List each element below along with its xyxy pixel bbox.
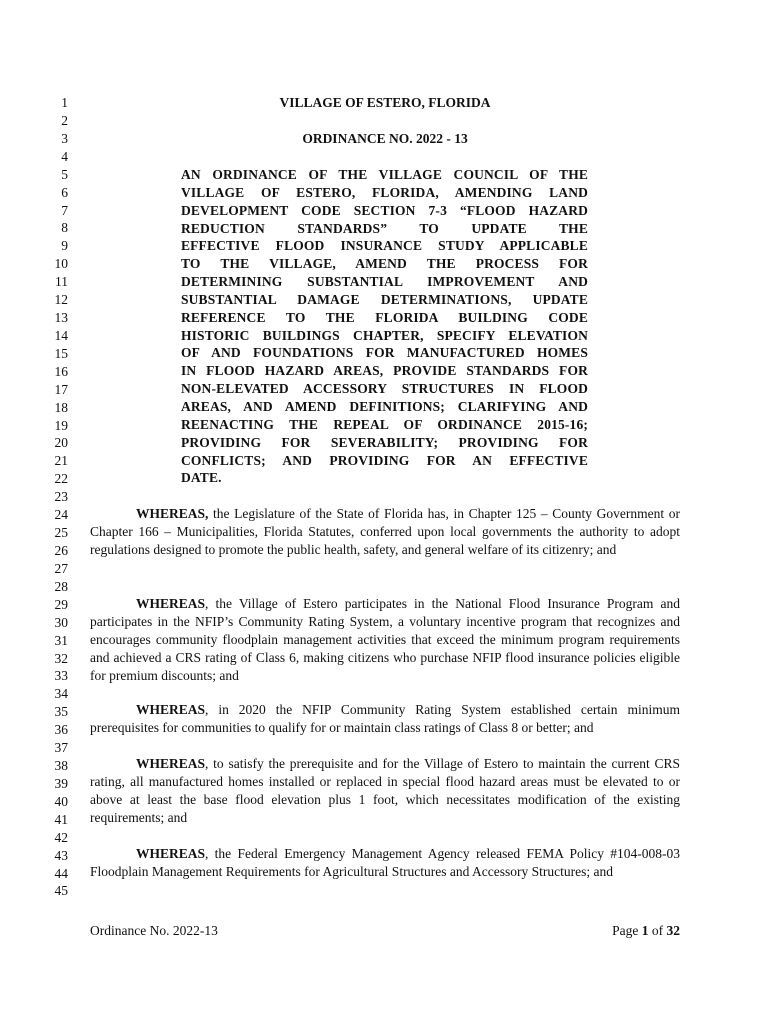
page-of: of [648, 923, 667, 938]
line-number: 17 [54, 381, 68, 397]
line-number: 2 [61, 112, 68, 128]
line-number: 36 [54, 722, 68, 738]
page-prefix: Page [612, 923, 642, 938]
line-number: 28 [54, 578, 68, 594]
line-number: 20 [54, 435, 68, 451]
line-number: 43 [54, 847, 68, 863]
caption-line: AREAS, AND AMEND DEFINITIONS; CLARIFYING AND [181, 398, 588, 414]
whereas-paragraph-1 [90, 505, 680, 559]
caption-line: DETERMINING SUBSTANTIAL IMPROVEMENT AND [181, 274, 588, 290]
line-number: 22 [54, 471, 68, 487]
ordinance-number: ORDINANCE NO. 2022 - 13 [302, 131, 468, 146]
whereas-lead: WHEREAS, [136, 506, 209, 521]
ordinance-caption [181, 166, 588, 487]
caption-line: VILLAGE OF ESTERO, FLORIDA, AMENDING LAND [181, 184, 588, 200]
page-current: 1 [641, 923, 649, 938]
line-number: 29 [54, 596, 68, 612]
line-number: 32 [54, 650, 68, 666]
whereas-lead: WHEREAS [136, 846, 206, 861]
line-number: 44 [54, 865, 68, 881]
line-number: 19 [54, 417, 68, 433]
line-number: 9 [61, 238, 68, 254]
line-number: 21 [54, 453, 68, 469]
page-total: 32 [666, 923, 680, 938]
caption-line: DATE. [181, 470, 222, 486]
footer-page-number [612, 922, 680, 940]
line-number: 34 [54, 686, 68, 702]
line-number: 8 [61, 220, 68, 236]
line-number: 38 [54, 758, 68, 774]
line-number: 12 [54, 292, 68, 308]
paragraph-text: , the Federal Emergency Management Agency released FEMA Policy #104-008-03 Floodplain Management Requirements for Agricultural Structures and Accessory Structures; and [90, 846, 680, 879]
caption-line: REDUCTION STANDARDS” TO UPDATE THE [181, 220, 588, 236]
caption-line: AN ORDINANCE OF THE VILLAGE COUNCIL OF THE [181, 167, 588, 182]
caption-line: REENACTING THE REPEAL OF ORDINANCE 2015-16; [181, 416, 588, 432]
caption-line: NON-ELEVATED ACCESSORY STRUCTURES IN FLOOD [181, 381, 588, 397]
line-number: 40 [54, 793, 68, 809]
caption-line: SUBSTANTIAL DAMAGE DETERMINATIONS, UPDATE [181, 291, 588, 307]
caption-line: IN FLOOD HAZARD AREAS, PROVIDE STANDARDS FOR [181, 363, 588, 379]
line-number: 3 [61, 130, 68, 146]
line-number: 25 [54, 525, 68, 541]
line-number: 37 [54, 740, 68, 756]
line-number: 26 [54, 543, 68, 558]
caption-line: TO THE VILLAGE, AMEND THE PROCESS FOR [181, 256, 588, 272]
whereas-lead: WHEREAS [136, 596, 206, 611]
line-number: 41 [54, 811, 68, 827]
line-number: 13 [54, 310, 68, 326]
line-number: 24 [54, 507, 68, 523]
caption-line: PROVIDING FOR SEVERABILITY; PROVIDING FOR [181, 434, 588, 450]
line-number: 1 [61, 95, 68, 110]
line-number: 5 [61, 166, 68, 182]
footer-ordinance-label: Ordinance No. 2022-13 [90, 923, 218, 938]
line-number: 10 [54, 256, 68, 272]
line-number: 45 [54, 883, 68, 899]
paragraph-text: , in 2020 the NFIP Community Rating System established certain minimum prerequisites for communities to qualify for or maintain class ratings of Class 8 or better; and [90, 702, 680, 735]
line-number: 4 [61, 148, 68, 164]
whereas-lead: WHEREAS [136, 756, 206, 771]
caption-line: REFERENCE TO THE FLORIDA BUILDING CODE [181, 309, 588, 325]
line-number: 42 [54, 829, 68, 845]
paragraph-text: , to satisfy the prerequisite and for the Village of Estero to maintain the current CRS rating, all manufactured homes installed or replaced in special flood hazard areas must be elevated to or above at least the base flood elevation plus 1 foot, which necessitates modification of the existing requirements; and [90, 756, 680, 825]
whereas-paragraph-4 [90, 755, 680, 827]
line-number: 30 [54, 614, 68, 630]
line-number: 31 [54, 632, 68, 648]
line-number: 39 [54, 775, 68, 791]
paragraph-text: , the Village of Estero participates in the National Flood Insurance Program and participates in the NFIP’s Community Rating System, a voluntary incentive program that recognizes and encourages community floodplain management activities that exceed the minimum program requirements and achieved a CRS rating of Class 6, making citizens who purchase NFIP flood insurance policies eligible for premium discounts; and [90, 596, 680, 683]
line-number: 15 [54, 345, 68, 361]
line-number: 6 [61, 184, 68, 200]
line-number: 23 [54, 489, 68, 505]
line-number: 16 [54, 363, 68, 379]
line-number: 14 [54, 327, 68, 343]
whereas-paragraph-5 [90, 845, 680, 881]
line-number: 11 [55, 274, 68, 290]
caption-line: CONFLICTS; AND PROVIDING FOR AN EFFECTIVE [181, 452, 588, 468]
whereas-paragraph-2 [90, 595, 680, 685]
line-number: 7 [61, 202, 68, 218]
line-number: 18 [54, 399, 68, 415]
line-number: 33 [54, 668, 68, 684]
paragraph-text: the Legislature of the State of Florida has, in Chapter 125 – County Government or Chapter 166 – Municipalities, Florida Statutes, conferred upon local governments the authority to adopt regulations designed to promote the public health, safety, and general welfare of its citizenry; and [90, 506, 680, 557]
caption-line: DEVELOPMENT CODE SECTION 7-3 “FLOOD HAZARD [181, 202, 588, 218]
caption-line: OF AND FOUNDATIONS FOR MANUFACTURED HOMES [181, 345, 588, 361]
whereas-lead: WHEREAS [136, 702, 206, 717]
document-title: VILLAGE OF ESTERO, FLORIDA [279, 95, 491, 110]
line-number: 27 [54, 560, 68, 576]
line-number: 35 [54, 704, 68, 720]
caption-line: HISTORIC BUILDINGS CHAPTER, SPECIFY ELEVATION [181, 327, 588, 343]
caption-line: EFFECTIVE FLOOD INSURANCE STUDY APPLICABLE [181, 238, 588, 254]
whereas-paragraph-3 [90, 701, 680, 737]
